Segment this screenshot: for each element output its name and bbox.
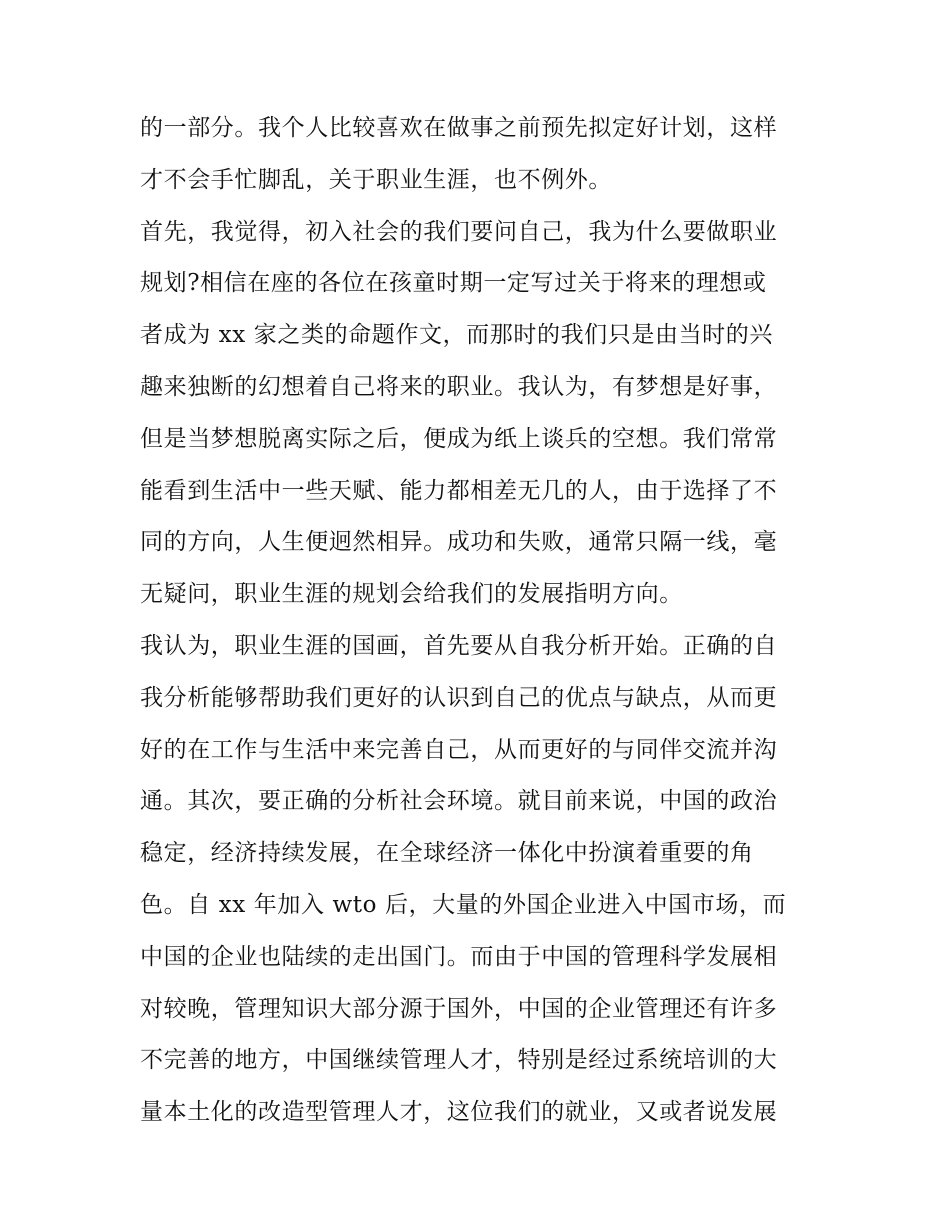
text-line-6: 趣来独断的幻想着自己将来的职业。我认为，有梦想是好事， [140, 374, 778, 400]
text-line-11: 我认为，职业生涯的国画，首先要从自我分析开始。正确的自 [140, 633, 778, 659]
text-line-9: 同的方向，人生便迥然相异。成功和失败，通常只隔一线，毫 [140, 529, 778, 555]
text-line-15: 稳定，经济持续发展，在全球经济一体化中扮演着重要的角 [140, 840, 754, 866]
text-line-4: 规划?相信在座的各位在孩童时期一定写过关于将来的理想或 [140, 270, 767, 296]
text-line-10: 无疑问，职业生涯的规划会给我们的发展指明方向。 [140, 581, 683, 607]
text-line-14: 通。其次，要正确的分析社会环境。就目前来说，中国的政治 [140, 788, 778, 814]
text-line-19: 不完善的地方，中国继续管理人才，特别是经过系统培训的大 [140, 1047, 778, 1073]
text-line-17: 中国的企业也陆续的走出国门。而由于中国的管理科学发展相 [140, 944, 778, 970]
text-line-3: 首先，我觉得，初入社会的我们要问自己，我为什么要做职业 [140, 219, 778, 245]
text-line-13: 好的在工作与生活中来完善自己，从而更好的与同伴交流并沟 [140, 737, 778, 763]
text-line-2: 才不会手忙脚乱，关于职业生涯，也不例外。 [140, 167, 612, 193]
text-line-5: 者成为 xx 家之类的命题作文，而那时的我们只是由当时的兴 [140, 322, 773, 348]
text-line-16: 色。自 xx 年加入 wto 后，大量的外国企业进入中国市场，而 [140, 892, 787, 918]
text-line-1: 的一部分。我个人比较喜欢在做事之前预先拟定好计划，这样 [140, 115, 778, 141]
text-line-8: 能看到生活中一些天赋、能力都相差无几的人，由于选择了不 [140, 478, 778, 504]
text-line-18: 对较晚，管理知识大部分源于国外，中国的企业管理还有许多 [140, 996, 778, 1022]
text-line-20: 量本土化的改造型管理人才，这位我们的就业，又或者说发展 [140, 1099, 778, 1125]
text-line-12: 我分析能够帮助我们更好的认识到自己的优点与缺点，从而更 [140, 685, 778, 711]
text-line-7: 但是当梦想脱离实际之后，便成为纸上谈兵的空想。我们常常 [140, 426, 778, 452]
